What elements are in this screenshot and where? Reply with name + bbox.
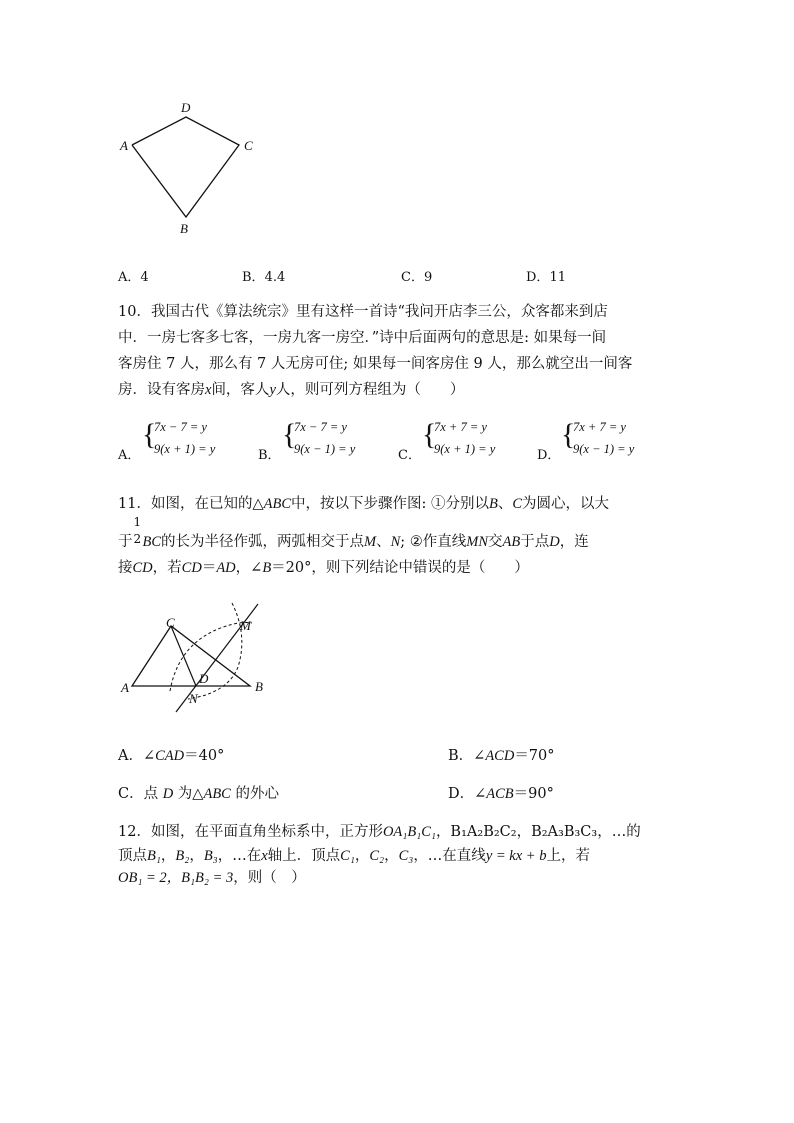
point-B-label: B: [255, 679, 263, 694]
q11-option-a: [118, 744, 224, 765]
text: 、: [376, 534, 391, 550]
q10-line-4: [118, 378, 464, 399]
brace: {: [282, 418, 297, 451]
point-name: C₂: [369, 848, 385, 864]
q11-line-2: [118, 515, 589, 551]
square-name: OA₁B₁C₁: [382, 824, 436, 840]
quadrilateral-figure: [110, 95, 270, 240]
text: D．∠: [448, 786, 487, 802]
condition-2: ，B₁B₂ = 3: [166, 870, 234, 886]
kite-outline: [132, 117, 239, 217]
text: ，…在直线: [413, 848, 486, 864]
q10-option-a: [118, 416, 243, 463]
q10-line-2: 中．一房七客多七客，一房九客一房空．”诗中后面两句的意思是: 如果每一间: [118, 330, 607, 346]
text: ，: [189, 848, 204, 864]
point-name: D: [162, 786, 174, 802]
text: 的长为半径作弧，两弧相交于点: [161, 534, 365, 550]
point-C: C: [512, 496, 523, 512]
point-B: B: [489, 496, 498, 512]
text: ，若: [152, 560, 182, 576]
fraction-half: [133, 515, 143, 546]
text: ，∠: [235, 560, 263, 576]
option-letter: D．: [526, 270, 550, 285]
text: 顶点: [118, 848, 147, 864]
var-y: y: [269, 382, 276, 398]
point-name: B₁: [147, 848, 161, 864]
text: ，: [384, 848, 399, 864]
point-M-label: M: [240, 618, 251, 633]
equation-2: 9(x − 1) = y: [573, 442, 635, 456]
option-letter: C．: [398, 448, 421, 463]
triangle-name: ABC: [263, 496, 291, 512]
point-C-label: C: [166, 615, 175, 630]
q10-line-1: 10．我国古代《算法统宗》里有这样一首诗“我问开店李三公，众客都来到店: [118, 304, 608, 320]
equation-1: 7x − 7 = y: [294, 420, 347, 434]
vertex-C-label: C: [244, 138, 253, 153]
q9-option-c: [401, 266, 432, 285]
q11-option-d: [448, 782, 554, 803]
text: ，B₁A₂B₂C₂，B₂A₃B₃C₃，…的: [435, 824, 641, 840]
option-value: 4.4: [264, 270, 286, 285]
q10-line-3: 客房住 7 人，那么有 7 人无房可住; 如果每一间客房住 9 人，那么就空出一间客: [118, 356, 633, 372]
text: ＝: [201, 560, 217, 576]
text: B．∠: [448, 748, 486, 764]
option-letter: A．: [118, 448, 141, 463]
option-value: 4: [140, 270, 149, 285]
equation-1: 7x − 7 = y: [154, 420, 207, 434]
brace: {: [142, 418, 157, 451]
angle-name: CAD: [155, 748, 185, 764]
option-letter: B．: [258, 448, 281, 463]
text: ，: [354, 848, 370, 864]
text: 为圆心，以大: [522, 496, 610, 512]
segment-AD: AD: [216, 560, 236, 576]
segment-CD: CD: [132, 560, 153, 576]
angle-name: ACD: [485, 748, 515, 764]
text: 11．如图，在已知的△: [118, 496, 264, 512]
var-x: x: [205, 382, 212, 398]
q12-line-2: [118, 844, 590, 865]
equation-1: 7x + 7 = y: [434, 420, 487, 434]
line-equation: y = kx + b: [485, 848, 547, 864]
condition-1: OB₁ = 2: [118, 870, 167, 886]
point-name: C₃: [398, 848, 414, 864]
text: ＝40°: [184, 748, 225, 764]
line-MN: MN: [466, 534, 489, 550]
text: A．∠: [118, 748, 156, 764]
q12-line-1: [118, 820, 641, 841]
point-D-label: D: [199, 671, 209, 686]
point-M: M: [364, 534, 377, 550]
angle-name: ACB: [486, 786, 514, 802]
q10-option-d: [537, 416, 662, 463]
text: ; ②作直线: [400, 534, 467, 550]
text: ，连: [559, 534, 589, 550]
text: 人，则可列方程组为（ ）: [275, 382, 465, 398]
text: 的外心: [230, 786, 279, 802]
triangle-name: ABC: [203, 786, 231, 802]
q11-line-1: [118, 492, 609, 513]
text: 上，若: [546, 848, 590, 864]
option-letter: A．: [118, 270, 141, 285]
equation-2: 9(x + 1) = y: [154, 442, 216, 456]
point-name: C₁: [340, 848, 355, 864]
text: 、: [497, 496, 513, 512]
point-name: B₂: [175, 848, 190, 864]
text: C．点: [118, 786, 163, 802]
option-letter: B．: [242, 270, 265, 285]
segment-AB: AB: [502, 534, 521, 550]
q12-line-3: [118, 866, 306, 887]
option-value: 9: [423, 270, 433, 285]
q11-option-c: [118, 782, 279, 803]
segment-CD: CD: [181, 560, 202, 576]
point-A-label: A: [121, 680, 129, 695]
option-letter: C．: [401, 270, 424, 285]
point-N: N: [390, 534, 401, 550]
text: 为△: [173, 786, 204, 802]
q10-option-b: [258, 416, 383, 463]
q9-option-b: [242, 266, 285, 285]
text: 间，客人: [211, 382, 270, 398]
fraction-denominator: 2: [133, 532, 142, 546]
brace: {: [422, 418, 437, 451]
q9-option-a: [118, 266, 149, 285]
text: 轴上．顶点: [267, 848, 341, 864]
q10-option-c: [398, 416, 523, 463]
text: 于: [118, 534, 133, 550]
point-name: B₃: [203, 848, 218, 864]
vertex-A-label: A: [120, 138, 128, 153]
angle-B: B: [262, 560, 272, 576]
point-N-label: N: [189, 691, 198, 706]
vertex-D-label: D: [181, 100, 191, 115]
q9-option-d: [526, 266, 566, 285]
text: 交: [488, 534, 503, 550]
option-letter: D．: [537, 448, 561, 463]
text: ＝70°: [514, 748, 555, 764]
text: ＝90°: [513, 786, 554, 802]
equation-2: 9(x + 1) = y: [434, 442, 496, 456]
text: 房．设有客房: [118, 382, 205, 398]
q11-line-3: [118, 556, 529, 577]
text: ，…在: [217, 848, 262, 864]
equation-2: 9(x − 1) = y: [294, 442, 356, 456]
brace: {: [561, 418, 576, 451]
text: 12．如图，在平面直角坐标系中，正方形: [118, 824, 383, 840]
text: ＝20°，则下列结论中错误的是（ ）: [271, 560, 529, 576]
fraction-numerator: 1: [133, 515, 142, 529]
text: 于点: [520, 534, 550, 550]
text: 中，按以下步骤作图: ①分别以: [291, 496, 489, 512]
segment-BC: BC: [142, 534, 162, 550]
option-value: 11: [549, 270, 566, 285]
vertex-B-label: B: [180, 221, 188, 236]
var-x: x: [261, 848, 268, 864]
equation-1: 7x + 7 = y: [573, 420, 626, 434]
text: ，: [160, 848, 176, 864]
point-D: D: [549, 534, 560, 550]
text: ，则（ ）: [233, 870, 306, 886]
q11-option-b: [448, 744, 555, 765]
text: 接: [118, 560, 133, 576]
